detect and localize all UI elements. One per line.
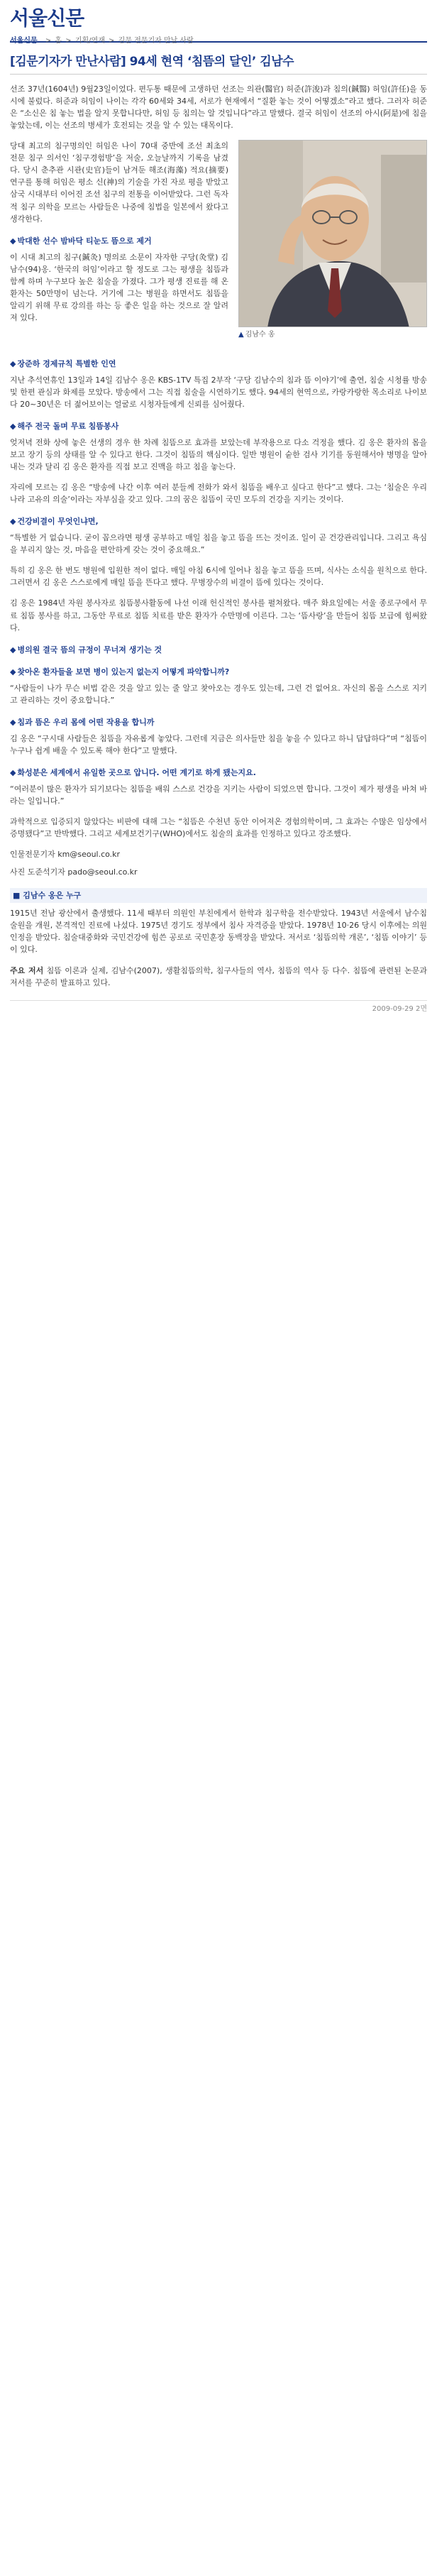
subhead-text: 침과 뜸은 우리 몸에 어떤 작용을 합니까	[17, 717, 155, 727]
bullet-icon: ◆	[10, 517, 16, 527]
newspaper-logo[interactable]: 서울신문	[10, 6, 84, 30]
photo-caption	[238, 329, 427, 341]
paragraph: “여러분이 많은 환자가 되기보다는 침뜸을 배워 스스로 건강을 지키는 사람이 되었으면 합니다. 그것이 제가 평생을 바쳐 바라는 일입니다.”	[10, 784, 427, 806]
subhead-text: 화성분은 세계에서 유일한 곳으로 압니다. 어떤 계기로 하게 됐는지요.	[17, 767, 256, 777]
paragraph: 선조 37년(1604년) 9월23일이었다. 편두통 때문에 고생하던 선조는 의관(醫官) 허준(許浚)과 침의(鍼醫) 허임(許任)을 동시에 불렀다. 허준과 허임이 나이는 각각 60세와 34세, 서로가 현재에서 “질환 놓는 것이 어떻겠소”라고 했다. 그러자 허준은 “소신은 침 놓는 법을 알지 못합니다만, 허임 등 침의는 알 것입니다”라고 말했다. 결국 허임이 선조의 아시(阿是)에 침을 놓았는데, 이는 선조의 병세가 호전되는 것을 알 수 있는 대목이다.	[10, 84, 427, 131]
profile-text: 1915년 전남 광산에서 출생했다. 11세 때부터 의원인 부친에게서 한학과 침구학을 전수받았다. 1943년 서울에서 남수침술원을 개원, 본격적인 진료에 나섰다. 1975년 경기도 정부에서 침사 자격증을 받았다. 1978년 10·26 당시 이후에는 의원인정을 받았다. 침술대중화와 국민건강에 힘쓴 공로로 국민훈장 동백장을 받았다. 저서로 ‘침뜸의학 개론’, ‘침뜸 이야기’ 등이 있다.	[10, 909, 427, 955]
subhead-text: 건강비결이 무엇인냐면,	[17, 517, 99, 527]
masthead	[10, 0, 427, 45]
bullet-icon: ◆	[10, 358, 16, 368]
subhead	[10, 515, 427, 527]
breadcrumb-separator: >	[65, 37, 72, 45]
section-label[interactable]: 서울신문	[10, 37, 38, 45]
subhead-text: 장준하 경제규칙 특별한 인연	[17, 358, 116, 368]
subhead	[10, 716, 427, 728]
notes-heading: 주요 저서	[10, 965, 44, 975]
byline[interactable]: 인물전문기자 km@seoul.co.kr	[10, 850, 121, 860]
bullet-icon: ◆	[10, 236, 16, 246]
subhead	[10, 420, 427, 432]
subhead	[10, 358, 427, 370]
paragraph: 자리에 모르는 김 옹은 “방송에 나간 이후 여러 분들께 전화가 와서 침뜸을 배우고 싶다고 한다”고 했다. 그는 ‘침술은 우리나라 고유의 의술’이라는 자부심을 갖고 있다. 그의 꿈은 침뜸이 국민 모두의 건강을 지키는 것이다.	[10, 483, 427, 505]
breadcrumb-separator: >	[45, 37, 52, 45]
profile-heading	[10, 888, 427, 903]
article-photo	[238, 140, 427, 341]
paragraph: “사람들이 나가 무슨 비법 같은 것을 알고 있는 줄 알고 찾아오는 경우도 있는데, 그런 건 없어요. 자신의 몸을 스스로 지키고 관리하는 것이 중요합니다.”	[10, 683, 427, 705]
bullet-icon: ◆	[10, 645, 16, 654]
subhead	[10, 644, 427, 656]
subhead-text: 해주 전국 돌며 무료 침뜸봉사	[17, 421, 119, 431]
portrait-image	[239, 141, 427, 327]
bullet-icon: ◆	[10, 767, 16, 777]
breadcrumb	[10, 35, 427, 47]
breadcrumb-home[interactable]: 홈	[55, 37, 62, 45]
paragraph: 이 시대 최고의 침구(鍼灸) 명의로 소문이 자자한 구당(灸堂) 김남수(94)옹. ‘한국의 허임’이라고 할 정도로 그는 평생을 침뜸과 함께 하며 누구보다 높은 침술을 가졌다. 그가 평생 진료를 해 온 환자는 50만명이 넘는다. 거기에 그는 병원을 하면서도 침뜸을 알리기 위해 무료 강의를 하는 등 좋은 일을 하는 것으로 잘 알려져 있다.	[10, 252, 228, 322]
paragraph: 당대 최고의 침구명의인 허임은 나이 70대 중반에 조선 최초의 전문 침구 의서인 ‘침구경험방’을 저술, 오늘날까지 기록을 남겼다. 당시 춘추관 시관(史官)들이 남겨둔 해조(海藻) 적요(摘要) 연구를 통해 허임은 평소 신(神)의 기술을 가진 자로 평을 받았고 삼국 시대부터 이어진 조선 침구의 전통을 이어받았다. 그런 독자적 침구 의학을 모르는 사람들은 나중에 침법을 일본에서 왔다고 생각한다.	[10, 141, 228, 224]
article-title: [김문기자가 만난사람] 94세 현역 ‘침뜸의 달인’ 김남수	[10, 55, 294, 69]
breadcrumb-series[interactable]: 기획/연재	[74, 37, 105, 45]
notes-block	[10, 965, 427, 989]
subhead-text: 병의원 결국 뜸의 규정이 무너져 생기는 것	[17, 645, 162, 654]
breadcrumb-column[interactable]: 김문 전문기자 만날 사람	[118, 37, 194, 45]
paragraph: 엊저녁 전화 상에 놓은 선생의 경우 한 차례 침뜸으로 효과를 보았는데 부작용으로 다소 걱정을 했다. 김 옹은 환자의 몸을 보고 장기 등의 상태를 알 수 있다고 한다. 그것이 침뜸의 핵심이다. 일반 병원이 숱한 검사 기기를 동원해서야 병명을 알아내는 것과 달리 김 옹은 환자를 직접 보고 진맥을 하고 침을 놓는다.	[10, 438, 427, 472]
breadcrumb-separator: >	[109, 37, 115, 45]
bullet-icon: ◆	[10, 717, 16, 727]
bullet-icon: ■	[13, 891, 21, 901]
publication-date: 2009-09-29 2면	[372, 1004, 427, 1013]
portrait-photo	[238, 140, 427, 327]
caret-icon: ▲	[238, 331, 244, 339]
subhead-text: 박대한 선수 밤바닥 티눈도 뜸으로 제거	[17, 236, 152, 246]
subhead	[10, 666, 427, 678]
paragraph: 특히 김 옹은 한 번도 병원에 입원한 적이 없다. 매일 아침 6시에 일어나 침을 놓고 뜸을 뜨며, 식사는 소식을 원칙으로 한다. 그러면서 김 옹은 스스로에게 매일 뜸을 뜬다고 했다. 무병장수의 비결이 뜸에 있다는 것이다.	[10, 566, 427, 588]
photo-caption-text: 김남수 옹	[245, 331, 275, 339]
bullet-icon: ◆	[10, 667, 16, 676]
paragraph: “특별한 거 없습니다. 굳이 꼽으라면 평생 공부하고 매일 침을 놓고 뜸을 뜨는 것이죠. 일이 곧 건강관리입니다. 그리고 욕심을 부리지 않는 것, 마음을 편안하게 갖는 것이 중요해요.”	[10, 533, 427, 555]
notes-text: 침뜸 이론과 실제, 김남수(2007), 생활침뜸의학, 침구사들의 역사, 침뜸의 역사 등 다수. 침뜸에 관련된 논문과 저서를 꾸준히 발표하고 있다.	[10, 965, 427, 987]
subhead-text: 찾아온 환자들을 보면 병이 있는지 없는지 어떻게 파악합니까?	[17, 667, 230, 676]
bullet-icon: ◆	[10, 421, 16, 431]
paragraph: 김 옹은 “구시대 사람들은 침뜸을 자유롭게 놓았다. 그런데 지금은 의사들만 침을 놓을 수 있다고 하니 답답하다”며 “침뜸이 누구나 쉽게 배울 수 있도록 해야 한다”고 말했다.	[10, 733, 427, 755]
paragraph: 김 옹은 1984년 자원 봉사자로 침뜸봉사활동에 나선 이래 헌신적인 봉사를 펼쳐왔다. 매주 화요일에는 서울 종로구에서 무료 침뜸 봉사를 하고, 그동안 무료로 침뜸 치료를 받은 환자가 수만명에 이른다. 그는 ‘뜸사랑’을 만들어 침뜸 보급에 힘써왔다.	[10, 598, 427, 632]
profile-heading-text: 김남수 옹은 누구	[23, 891, 82, 901]
photo-credit[interactable]: 사진 도준석기자 pado@seoul.co.kr	[10, 867, 138, 877]
paragraph: 지난 추석연휴인 13일과 14일 김남수 옹은 KBS-1TV 특집 2부작 ‘구당 김남수의 침과 뜸 이야기’에 출연, 침술 시청률 방송 및 한편 관심과 화제를 모았다. 방송에서 그는 직접 침술을 시연하기도 했다. 94세의 현역으로, 카랑카랑한 목소리로 나이보다 20~30년은 더 젊어보이는 얼굴로 시청자들에게 신뢰를 심어줬다.	[10, 375, 427, 409]
paragraph: 과학적으로 입증되지 않았다는 비판에 대해 그는 “침뜸은 수천년 동안 이어져온 경험의학이며, 그 효과는 수많은 임상에서 증명됐다”고 반박했다. 그리고 세계보건기구(WHO)에서도 침술의 효과를 인정하고 있다고 강조했다.	[10, 817, 427, 839]
article-footer	[10, 1000, 427, 1022]
title-rule	[10, 74, 427, 75]
subhead	[10, 767, 427, 779]
page	[0, 0, 437, 1021]
